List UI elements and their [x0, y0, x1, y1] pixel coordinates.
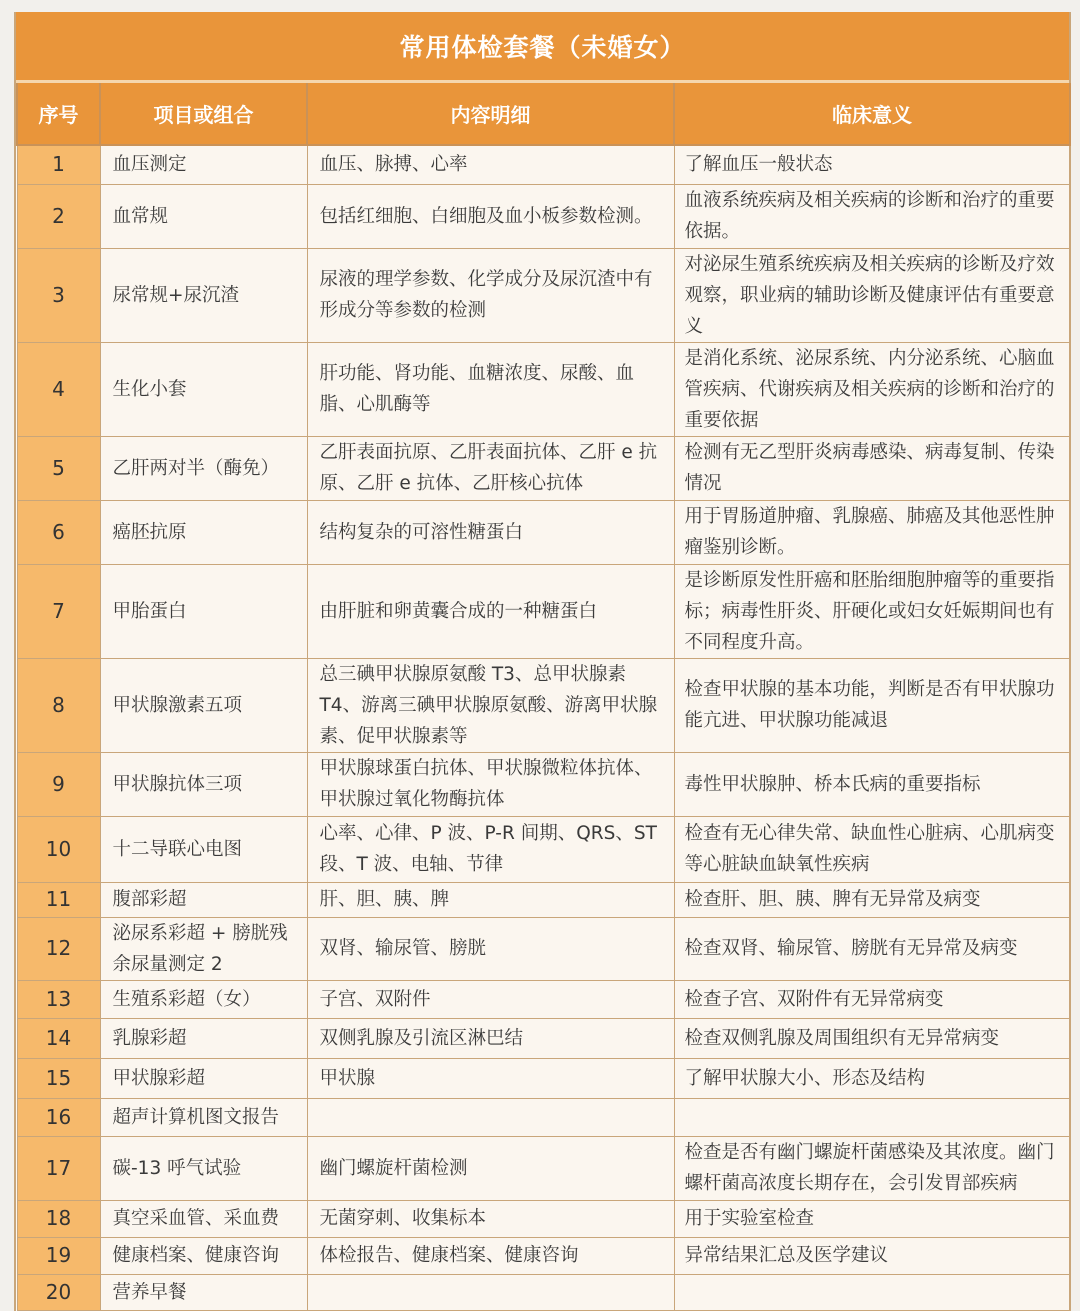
table-row	[17, 1058, 1070, 1098]
row-item: 腹部彩超	[100, 882, 307, 917]
row-meaning: 了解血压一般状态	[674, 145, 1070, 184]
table-row	[17, 564, 1070, 658]
row-meaning: 检查子宫、双附件有无异常病变	[674, 980, 1070, 1018]
row-detail: 乙肝表面抗原、乙肝表面抗体、乙肝 e 抗原、乙肝 e 抗体、乙肝核心抗体	[307, 436, 674, 500]
table-row	[17, 248, 1070, 342]
row-number: 14	[17, 1018, 100, 1058]
row-item: 乳腺彩超	[100, 1018, 307, 1058]
row-number: 3	[17, 248, 100, 342]
row-item: 甲胎蛋白	[100, 564, 307, 658]
table-row	[17, 1274, 1070, 1310]
row-item: 血常规	[100, 184, 307, 248]
header-no: 序号	[17, 83, 100, 145]
row-item: 生殖系彩超（女）	[100, 980, 307, 1018]
row-number: 10	[17, 816, 100, 882]
header-item: 项目或组合	[100, 83, 307, 145]
row-item: 超声计算机图文报告	[100, 1098, 307, 1136]
row-detail: 子宫、双附件	[307, 980, 674, 1018]
row-number: 17	[17, 1136, 100, 1200]
row-item: 真空采血管、采血费	[100, 1200, 307, 1237]
row-item: 甲状腺彩超	[100, 1058, 307, 1098]
row-meaning: 毒性甲状腺肿、桥本氏病的重要指标	[674, 752, 1070, 816]
row-detail: 包括红细胞、白细胞及血小板参数检测。	[307, 184, 674, 248]
row-item: 健康档案、健康咨询	[100, 1237, 307, 1274]
row-meaning: 检查双肾、输尿管、膀胱有无异常及病变	[674, 917, 1070, 980]
row-detail: 双侧乳腺及引流区淋巴结	[307, 1018, 674, 1058]
row-meaning: 了解甲状腺大小、形态及结构	[674, 1058, 1070, 1098]
row-detail: 结构复杂的可溶性糖蛋白	[307, 500, 674, 564]
row-item: 癌胚抗原	[100, 500, 307, 564]
row-meaning: 对泌尿生殖系统疾病及相关疾病的诊断及疗效观察，职业病的辅助诊断及健康评估有重要意义	[674, 248, 1070, 342]
row-meaning: 是诊断原发性肝癌和胚胎细胞肿瘤等的重要指标；病毒性肝炎、肝硬化或妇女妊娠期间也有不同程度升高。	[674, 564, 1070, 658]
table-row	[17, 1237, 1070, 1274]
row-meaning: 用于胃肠道肿瘤、乳腺癌、肺癌及其他恶性肿瘤鉴别诊断。	[674, 500, 1070, 564]
row-meaning: 检查是否有幽门螺旋杆菌感染及其浓度。幽门螺杆菌高浓度长期存在，会引发胃部疾病	[674, 1136, 1070, 1200]
table-row	[17, 184, 1070, 248]
row-detail: 肝、胆、胰、脾	[307, 882, 674, 917]
row-meaning: 是消化系统、泌尿系统、内分泌系统、心脑血管疾病、代谢疾病及相关疾病的诊断和治疗的重要依据	[674, 342, 1070, 436]
row-item: 碳-13 呼气试验	[100, 1136, 307, 1200]
row-meaning	[674, 1274, 1070, 1310]
header-row	[17, 83, 1070, 145]
table-row	[17, 1098, 1070, 1136]
table-row	[17, 882, 1070, 917]
row-meaning: 检查肝、胆、胰、脾有无异常及病变	[674, 882, 1070, 917]
row-detail: 甲状腺球蛋白抗体、甲状腺微粒体抗体、甲状腺过氧化物酶抗体	[307, 752, 674, 816]
row-number: 15	[17, 1058, 100, 1098]
row-meaning: 检查双侧乳腺及周围组织有无异常病变	[674, 1018, 1070, 1058]
row-number: 6	[17, 500, 100, 564]
row-meaning: 血液系统疾病及相关疾病的诊断和治疗的重要依据。	[674, 184, 1070, 248]
table-row	[17, 1200, 1070, 1237]
row-number: 8	[17, 658, 100, 752]
row-meaning: 检查有无心律失常、缺血性心脏病、心肌病变等心脏缺血缺氧性疾病	[674, 816, 1070, 882]
row-number: 9	[17, 752, 100, 816]
row-number: 13	[17, 980, 100, 1018]
row-detail: 甲状腺	[307, 1058, 674, 1098]
row-item: 营养早餐	[100, 1274, 307, 1310]
row-number: 1	[17, 145, 100, 184]
table-row	[17, 342, 1070, 436]
row-detail	[307, 1098, 674, 1136]
row-item: 泌尿系彩超 + 膀胱残余尿量测定 2	[100, 917, 307, 980]
row-number: 12	[17, 917, 100, 980]
row-meaning: 检查甲状腺的基本功能，判断是否有甲状腺功能亢进、甲状腺功能减退	[674, 658, 1070, 752]
row-detail: 幽门螺旋杆菌检测	[307, 1136, 674, 1200]
table-title: 常用体检套餐（未婚女）	[16, 12, 1069, 83]
table-row	[17, 145, 1070, 184]
header-meaning: 临床意义	[674, 83, 1070, 145]
table-row	[17, 500, 1070, 564]
row-meaning: 异常结果汇总及医学建议	[674, 1237, 1070, 1274]
row-item: 甲状腺激素五项	[100, 658, 307, 752]
table-row	[17, 816, 1070, 882]
row-number: 20	[17, 1274, 100, 1310]
row-meaning: 用于实验室检查	[674, 1200, 1070, 1237]
table-row	[17, 1136, 1070, 1200]
table-row	[17, 917, 1070, 980]
row-number: 2	[17, 184, 100, 248]
checkup-table	[16, 83, 1071, 1311]
row-number: 18	[17, 1200, 100, 1237]
row-item: 十二导联心电图	[100, 816, 307, 882]
row-item: 生化小套	[100, 342, 307, 436]
row-detail: 双肾、输尿管、膀胱	[307, 917, 674, 980]
row-item: 甲状腺抗体三项	[100, 752, 307, 816]
table-row	[17, 1018, 1070, 1058]
row-detail: 心率、心律、P 波、P-R 间期、QRS、ST 段、T 波、电轴、节律	[307, 816, 674, 882]
row-detail: 体检报告、健康档案、健康咨询	[307, 1237, 674, 1274]
row-meaning: 检测有无乙型肝炎病毒感染、病毒复制、传染情况	[674, 436, 1070, 500]
row-item: 尿常规+尿沉渣	[100, 248, 307, 342]
row-number: 19	[17, 1237, 100, 1274]
row-detail: 由肝脏和卵黄囊合成的一种糖蛋白	[307, 564, 674, 658]
header-detail: 内容明细	[307, 83, 674, 145]
row-number: 11	[17, 882, 100, 917]
row-number: 5	[17, 436, 100, 500]
row-number: 16	[17, 1098, 100, 1136]
table-row	[17, 980, 1070, 1018]
row-detail: 血压、脉搏、心率	[307, 145, 674, 184]
row-detail: 无菌穿刺、收集标本	[307, 1200, 674, 1237]
row-number: 4	[17, 342, 100, 436]
row-number: 7	[17, 564, 100, 658]
row-item: 血压测定	[100, 145, 307, 184]
table-row	[17, 752, 1070, 816]
row-meaning	[674, 1098, 1070, 1136]
row-detail: 尿液的理学参数、化学成分及尿沉渣中有形成分等参数的检测	[307, 248, 674, 342]
row-detail: 总三碘甲状腺原氨酸 T3、总甲状腺素 T4、游离三碘甲状腺原氨酸、游离甲状腺素、促甲状腺素等	[307, 658, 674, 752]
checkup-table-sheet	[14, 12, 1071, 1311]
table-row	[17, 436, 1070, 500]
row-item: 乙肝两对半（酶免）	[100, 436, 307, 500]
row-detail	[307, 1274, 674, 1310]
table-row	[17, 658, 1070, 752]
row-detail: 肝功能、肾功能、血糖浓度、尿酸、血脂、心肌酶等	[307, 342, 674, 436]
